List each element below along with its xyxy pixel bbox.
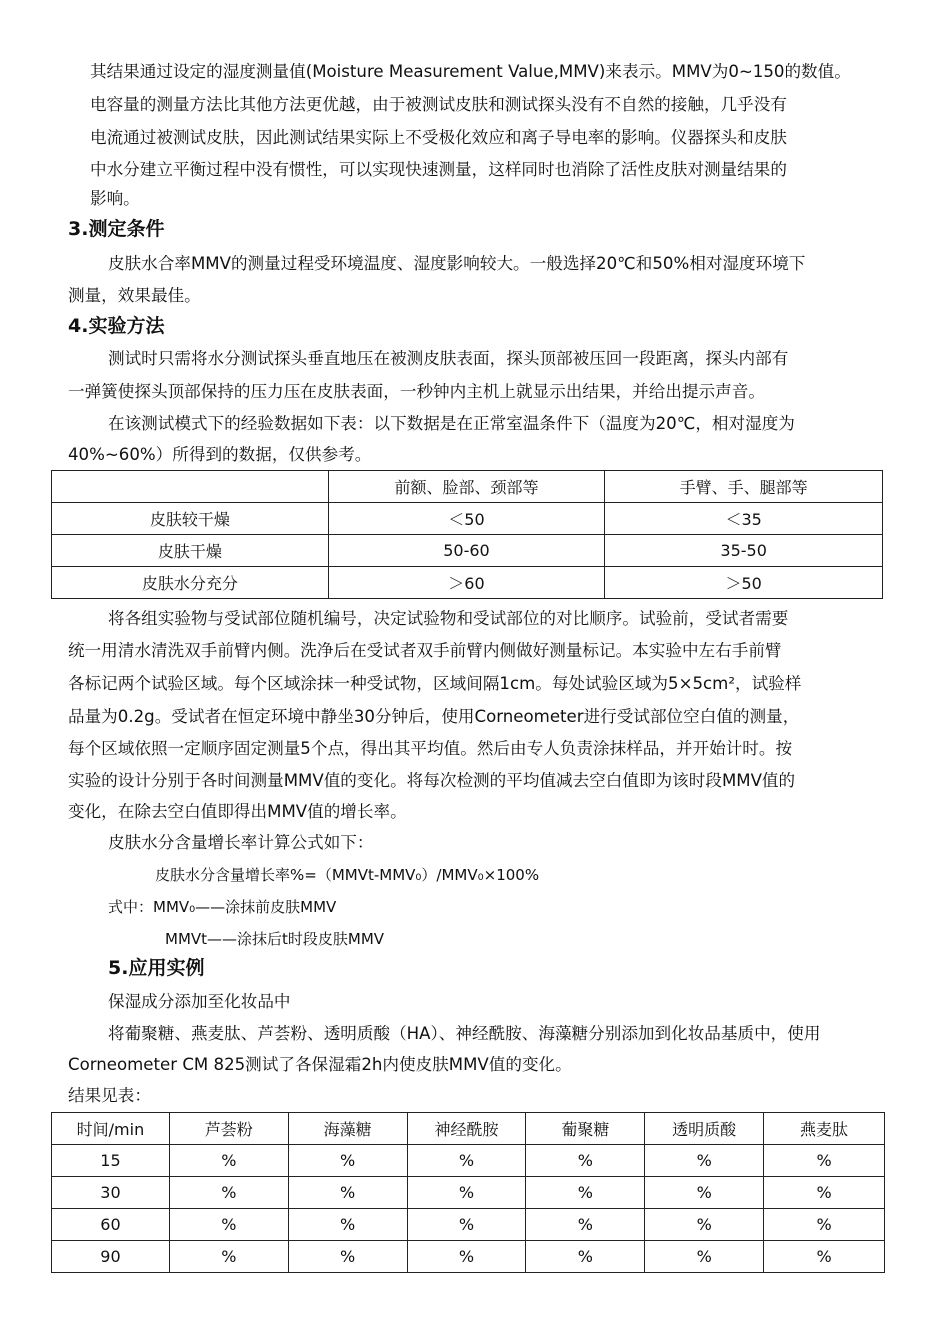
table-header-row	[52, 471, 883, 503]
table-cell: 15	[52, 1145, 170, 1177]
table-cell: %	[407, 1209, 526, 1241]
table-cell: %	[526, 1241, 645, 1273]
table-cell: %	[526, 1145, 645, 1177]
table-cell: %	[288, 1145, 407, 1177]
paragraph-line: 电容量的测量方法比其他方法更优越，由于被测试皮肤和测试探头没有不自然的接触，几乎没有	[90, 95, 787, 114]
table-cell: %	[764, 1145, 885, 1177]
table-row	[52, 1177, 885, 1209]
table-cell: %	[169, 1177, 288, 1209]
table-row	[52, 503, 883, 535]
paragraph-line: Corneometer CM 825测试了各保湿霜2h内使皮肤MMV值的变化。	[68, 1055, 572, 1074]
paragraph-line: 在该测试模式下的经验数据如下表：以下数据是在正常室温条件下（温度为20℃，相对湿度为	[108, 414, 795, 433]
table-header-cell: 燕麦肽	[764, 1113, 885, 1145]
paragraph-line: 品量为0.2g。受试者在恒定环境中静坐30分钟后，使用Corneometer进行受试部位空白值的测量，	[68, 707, 800, 726]
paragraph-line: 影响。	[90, 189, 140, 208]
table-cell: 皮肤水分充分	[52, 567, 329, 599]
table-cell: %	[407, 1177, 526, 1209]
table-cell: %	[645, 1145, 764, 1177]
table-cell: %	[764, 1177, 885, 1209]
table-row	[52, 567, 883, 599]
table-cell: %	[288, 1209, 407, 1241]
table-cell: 35-50	[605, 535, 883, 567]
paragraph-line: 皮肤水合率MMV的测量过程受环境温度、湿度影响较大。一般选择20℃和50%相对湿度环境下	[108, 254, 806, 273]
table-cell: 30	[52, 1177, 170, 1209]
table-header-cell: 海藻糖	[288, 1113, 407, 1145]
table-cell: %	[288, 1241, 407, 1273]
formula: 皮肤水分含量增长率%=（MMVt-MMV₀）/MMV₀×100%	[155, 866, 540, 884]
table-cell: %	[764, 1241, 885, 1273]
paragraph-line: 测试时只需将水分测试探头垂直地压在被测皮肤表面，探头顶部被压回一段距离，探头内部有	[108, 349, 789, 368]
paragraph-line: 中水分建立平衡过程中没有惯性，可以实现快速测量，这样同时也消除了活性皮肤对测量结果的	[90, 160, 787, 179]
paragraph-line: 将葡聚糖、燕麦肽、芦荟粉、透明质酸（HA）、神经酰胺、海藻糖分别添加到化妆品基质中，使用	[108, 1024, 821, 1043]
table-row	[52, 1145, 885, 1177]
table-header-row	[52, 1113, 885, 1145]
section-heading-4: 4.实验方法	[68, 315, 165, 337]
skin-moisture-reference-table	[51, 470, 883, 599]
table-cell: %	[407, 1241, 526, 1273]
table-cell: %	[526, 1177, 645, 1209]
formula-legend-line: 式中：MMV₀——涂抹前皮肤MMV	[108, 898, 337, 916]
paragraph-line: 变化，在除去空白值即得出MMV值的增长率。	[68, 802, 407, 821]
table-cell: %	[407, 1145, 526, 1177]
table-cell: %	[645, 1209, 764, 1241]
paragraph-line: 一弹簧使探头顶部保持的压力压在皮肤表面，一秒钟内主机上就显示出结果，并给出提示声音。	[68, 382, 765, 401]
paragraph-line: 保湿成分添加至化妆品中	[108, 992, 291, 1011]
section-heading-5: 5.应用实例	[108, 957, 205, 979]
table-row	[52, 535, 883, 567]
table-cell: ＞60	[328, 567, 605, 599]
table-cell: %	[169, 1145, 288, 1177]
table-cell: %	[288, 1177, 407, 1209]
table-header-cell: 时间/min	[52, 1113, 170, 1145]
formula-legend-line: MMVt——涂抹后t时段皮肤MMV	[165, 930, 385, 948]
table-header-cell: 神经酰胺	[407, 1113, 526, 1145]
table-cell: %	[169, 1241, 288, 1273]
paragraph-line: 实验的设计分别于各时间测量MMV值的变化。将每次检测的平均值减去空白值即为该时段MMV值的	[68, 771, 796, 790]
table-row	[52, 1209, 885, 1241]
table-header-cell: 芦荟粉	[169, 1113, 288, 1145]
table-cell: ＜50	[328, 503, 605, 535]
paragraph-line: 将各组实验物与受试部位随机编号，决定试验物和受试部位的对比顺序。试验前，受试者需要	[108, 609, 789, 628]
paragraph-line: 其结果通过设定的湿度测量值(Moisture Measurement Value,MMV)来表示。MMV为0~150的数值。	[90, 62, 851, 81]
table-cell: %	[764, 1209, 885, 1241]
paragraph-line: 皮肤水分含量增长率计算公式如下：	[108, 833, 374, 852]
table-cell: %	[169, 1209, 288, 1241]
paragraph-line: 统一用清水清洗双手前臂内侧。洗净后在受试者双手前臂内侧做好测量标记。本实验中左右手前臂	[68, 641, 782, 660]
paragraph-line: 结果见表：	[68, 1086, 151, 1105]
paragraph-line: 40%~60%）所得到的数据，仅供参考。	[68, 445, 372, 464]
table-header-cell	[52, 471, 329, 503]
table-cell: ＜35	[605, 503, 883, 535]
table-cell: %	[645, 1241, 764, 1273]
paragraph-line: 电流通过被测试皮肤，因此测试结果实际上不受极化效应和离子导电率的影响。仪器探头和皮肤	[90, 128, 787, 147]
table-cell: ＞50	[605, 567, 883, 599]
table-cell: 50-60	[328, 535, 605, 567]
table-cell: 90	[52, 1241, 170, 1273]
table-header-cell: 葡聚糖	[526, 1113, 645, 1145]
paragraph-line: 测量，效果最佳。	[68, 286, 201, 305]
paragraph-line: 各标记两个试验区域。每个区域涂抹一种受试物，区域间隔1cm。每处试验区域为5×5cm²，试验样	[68, 674, 802, 693]
table-cell: %	[645, 1177, 764, 1209]
table-header-cell: 手臂、手、腿部等	[605, 471, 883, 503]
table-cell: 皮肤较干燥	[52, 503, 329, 535]
table-header-cell: 前额、脸部、颈部等	[328, 471, 605, 503]
table-header-cell: 透明质酸	[645, 1113, 764, 1145]
results-table	[51, 1112, 885, 1273]
paragraph-line: 每个区域依照一定顺序固定测量5个点，得出其平均值。然后由专人负责涂抹样品，并开始计时。按	[68, 739, 793, 758]
table-cell: 皮肤干燥	[52, 535, 329, 567]
table-cell: 60	[52, 1209, 170, 1241]
section-heading-3: 3.测定条件	[68, 218, 165, 240]
table-row	[52, 1241, 885, 1273]
table-cell: %	[526, 1209, 645, 1241]
